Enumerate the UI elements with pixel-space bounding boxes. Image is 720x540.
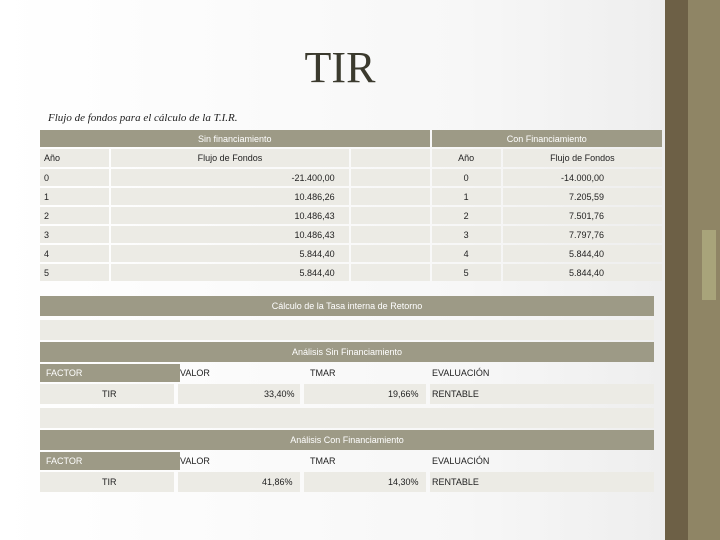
flow-sin-cell: 5.844,40 bbox=[111, 264, 348, 281]
col-header-flow: Flujo de Fondos bbox=[111, 149, 348, 167]
con-tir-value: 41,86% bbox=[262, 477, 293, 487]
sin-tir-value: 33,40% bbox=[264, 389, 295, 399]
empty-cell bbox=[351, 245, 430, 262]
col-header-empty bbox=[351, 149, 430, 167]
flow-con-cell: 5.844,40 bbox=[503, 245, 662, 262]
year-sin-cell: 4 bbox=[40, 245, 109, 262]
sin-tmar-value: 19,66% bbox=[388, 389, 419, 399]
con-tir-label: TIR bbox=[102, 477, 117, 487]
sin-valor-label: VALOR bbox=[180, 368, 210, 378]
empty-cell bbox=[351, 188, 430, 205]
cash-flow-row bbox=[40, 207, 662, 224]
year-con-cell: 1 bbox=[432, 188, 501, 205]
sin-heading-bar bbox=[40, 342, 654, 362]
empty-cell bbox=[351, 207, 430, 224]
year-sin-cell: 3 bbox=[40, 226, 109, 243]
year-con-cell: 3 bbox=[432, 226, 501, 243]
sin-spacer-row bbox=[40, 408, 654, 428]
sin-tir-label: TIR bbox=[102, 389, 117, 399]
con-heading-bar bbox=[40, 430, 654, 450]
year-sin-cell: 0 bbox=[40, 169, 109, 186]
flow-sin-cell: -21.400,00 bbox=[111, 169, 348, 186]
flow-sin-cell: 5.844,40 bbox=[111, 245, 348, 262]
sin-tmar-label: TMAR bbox=[310, 368, 336, 378]
year-con-cell: 2 bbox=[432, 207, 501, 224]
group-header-con: Con Financiamiento bbox=[432, 130, 663, 147]
year-sin-cell: 2 bbox=[40, 207, 109, 224]
con-eval-label: EVALUACIÓN bbox=[432, 456, 490, 466]
empty-cell bbox=[351, 169, 430, 186]
flow-sin-cell: 10.486,26 bbox=[111, 188, 348, 205]
cash-flow-row bbox=[40, 226, 662, 243]
slide-subtitle: Flujo de fondos para el cálculo de la T.I.R. bbox=[48, 112, 238, 124]
flow-con-cell: 7.797,76 bbox=[503, 226, 662, 243]
sin-eval-label: EVALUACIÓN bbox=[432, 368, 490, 378]
year-sin-cell: 1 bbox=[40, 188, 109, 205]
con-heading: Análisis Con Financiamiento bbox=[290, 435, 404, 445]
col-header-flow-2: Flujo de Fondos bbox=[503, 149, 662, 167]
year-con-cell: 0 bbox=[432, 169, 501, 186]
year-con-cell: 5 bbox=[432, 264, 501, 281]
year-sin-cell: 5 bbox=[40, 264, 109, 281]
flow-sin-cell: 10.486,43 bbox=[111, 207, 348, 224]
con-factor-label: FACTOR bbox=[46, 456, 83, 466]
calc-spacer-row bbox=[40, 320, 654, 340]
col-header-year-2: Año bbox=[432, 149, 501, 167]
group-header-sin: Sin financiamiento bbox=[40, 130, 430, 147]
cash-flow-row bbox=[40, 169, 662, 186]
empty-cell bbox=[351, 264, 430, 281]
cash-flow-row bbox=[40, 264, 662, 281]
decorative-stripe-accent bbox=[702, 230, 716, 300]
con-eval-value: RENTABLE bbox=[432, 477, 479, 487]
con-tmar-value: 14,30% bbox=[388, 477, 419, 487]
flow-con-cell: -14.000,00 bbox=[503, 169, 662, 186]
calc-title-bar bbox=[40, 296, 654, 316]
con-valor-label: VALOR bbox=[180, 456, 210, 466]
col-header-year: Año bbox=[40, 149, 109, 167]
flow-con-cell: 7.501,76 bbox=[503, 207, 662, 224]
con-tmar-label: TMAR bbox=[310, 456, 336, 466]
cash-flow-rows bbox=[40, 169, 662, 281]
flow-con-cell: 5.844,40 bbox=[503, 264, 662, 281]
cash-flow-row bbox=[40, 188, 662, 205]
slide-title: TIR bbox=[304, 43, 376, 92]
year-con-cell: 4 bbox=[432, 245, 501, 262]
empty-cell bbox=[351, 226, 430, 243]
flow-sin-cell: 10.486,43 bbox=[111, 226, 348, 243]
cash-flow-table bbox=[38, 128, 664, 283]
flow-con-cell: 7.205,59 bbox=[503, 188, 662, 205]
cash-flow-row bbox=[40, 245, 662, 262]
sin-eval-value: RENTABLE bbox=[432, 389, 479, 399]
sin-heading: Análisis Sin Financiamiento bbox=[291, 347, 403, 357]
sin-factor-label: FACTOR bbox=[46, 368, 83, 378]
calc-title: Cálculo de la Tasa interna de Retorno bbox=[271, 301, 423, 311]
